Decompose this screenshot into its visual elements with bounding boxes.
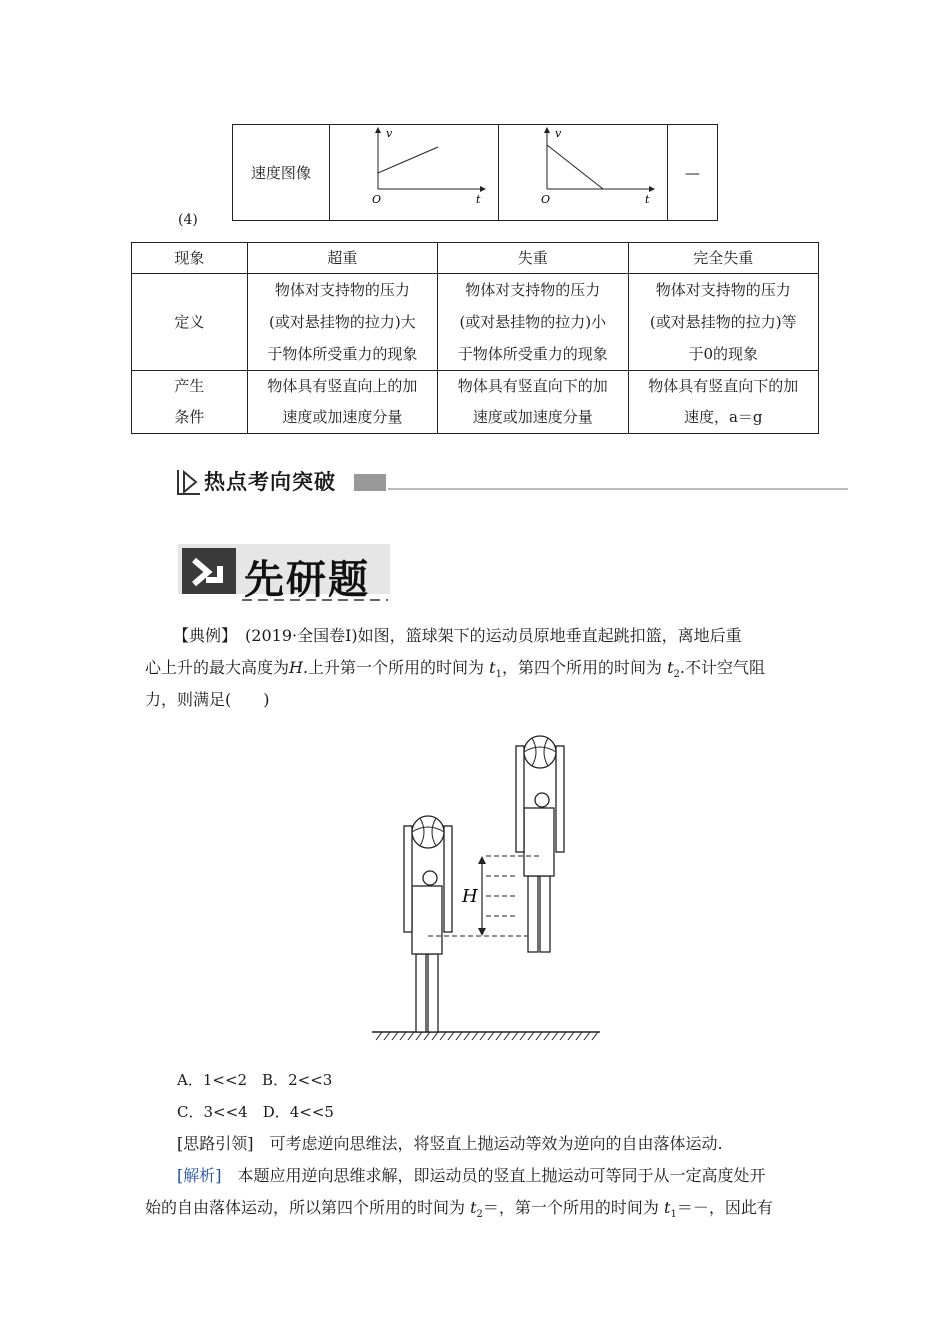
section-arrow-icon xyxy=(176,466,202,496)
question-source: (2019·全国卷Ⅰ) xyxy=(245,626,358,645)
hint-tag: [思路引领] xyxy=(177,1134,254,1153)
header-phenomenon: 现象 xyxy=(132,243,248,274)
hint-paragraph xyxy=(177,1128,827,1160)
cell-line: 物体具有竖直向下的加 xyxy=(648,377,799,395)
definition-overweight xyxy=(247,274,437,371)
item-number-4: (4) xyxy=(178,212,198,228)
section-divider xyxy=(388,488,848,490)
basketball-jump-figure xyxy=(368,730,604,1042)
t1-subscript: 1 xyxy=(495,669,502,681)
axis-v-label: v xyxy=(554,127,562,140)
question-text: 心上升的最大高度为 xyxy=(145,658,290,677)
question-text: ，第四个所用的时间为 xyxy=(501,658,662,677)
analysis-text: ＝，第一个所用的时间为 xyxy=(482,1198,659,1217)
cell-line: 物体具有竖直向下的加 xyxy=(457,377,608,395)
analysis-tag: [解析] xyxy=(177,1166,222,1185)
question-text: 如图，篮球架下的运动员原地垂直起跳扣篮，离地后重 xyxy=(357,626,742,645)
question-text: .不计空气阻 xyxy=(679,658,765,677)
cell-line: 物体对支持物的压力 xyxy=(655,281,791,299)
cell-line: (或对悬挂物的拉力)等 xyxy=(649,313,797,331)
dash-cell: — xyxy=(667,125,717,221)
row-label-definition: 定义 xyxy=(132,274,248,371)
header-complete-weightless: 完全失重 xyxy=(628,243,818,274)
axis-t-label: t xyxy=(475,193,481,206)
cell-line: 物体对支持物的压力 xyxy=(465,281,601,299)
question-paragraph xyxy=(145,620,825,652)
cell-line: 条件 xyxy=(174,408,205,426)
origin-label: O xyxy=(540,193,550,206)
axis-v-label: v xyxy=(385,127,393,140)
option-line-2: C．3<<4 D．4<<5 xyxy=(177,1103,334,1121)
header-overweight: 超重 xyxy=(247,243,437,274)
row-label-velocity: 速度图像 xyxy=(233,125,330,221)
analysis-text: 始的自由落体运动，所以第四个所用的时间为 xyxy=(145,1198,466,1217)
option-line-1: A．1<<2 B．2<<3 xyxy=(177,1071,333,1089)
velocity-graph-decreasing xyxy=(499,125,667,209)
height-symbol: H xyxy=(289,658,303,677)
t2-subscript: 2 xyxy=(673,669,680,681)
header-weightless: 失重 xyxy=(438,243,628,274)
height-label: H xyxy=(462,886,478,907)
cell-line: 速度或加速度分量 xyxy=(282,408,403,426)
weight-phenomena-table xyxy=(131,242,819,434)
condition-complete-weightless xyxy=(628,371,818,434)
graph-cell-2 xyxy=(498,125,667,221)
cell-line: 于0的现象 xyxy=(688,345,759,363)
section-title-block xyxy=(354,474,386,491)
velocity-graph-table xyxy=(232,124,718,221)
origin-label: O xyxy=(371,193,381,206)
analysis-text: 本题应用逆向思维求解，即运动员的竖直上抛运动可等同于从一定高度处开 xyxy=(237,1166,766,1185)
hint-text: 可考虑逆向思维法，将竖直上抛运动等效为逆向的自由落体运动. xyxy=(269,1134,723,1153)
analysis-line-1 xyxy=(177,1160,827,1192)
condition-weightless xyxy=(438,371,628,434)
velocity-graph-increasing xyxy=(330,125,498,209)
graph-cell-1 xyxy=(329,125,498,221)
definition-complete-weightless xyxy=(628,274,818,371)
cell-line: 物体具有竖直向上的加 xyxy=(267,377,418,395)
cell-line: 物体对支持物的压力 xyxy=(274,281,410,299)
condition-overweight xyxy=(247,371,437,434)
cell-line: 产生 xyxy=(174,377,205,395)
question-line-3: 力，则满足( ) xyxy=(145,690,270,709)
cell-line: (或对悬挂物的拉力)小 xyxy=(459,313,607,331)
section-title: 热点考向突破 xyxy=(204,470,336,494)
t1-symbol: t xyxy=(489,658,496,677)
banner-title: 先研题 xyxy=(244,557,370,603)
cell-line: 于物体所受重力的现象 xyxy=(457,345,608,363)
axis-t-label: t xyxy=(644,193,650,206)
cell-line: (或对悬挂物的拉力)大 xyxy=(269,313,416,331)
question-tag: 【典例】 xyxy=(173,626,230,645)
cell-line: 于物体所受重力的现象 xyxy=(267,345,418,363)
question-text: .上升第一个所用的时间为 xyxy=(302,658,485,677)
analysis-text: ＝－，因此有 xyxy=(676,1198,773,1217)
cell-line: 速度，a＝g xyxy=(683,408,763,426)
definition-weightless xyxy=(438,274,628,371)
row-label-condition xyxy=(132,371,248,434)
analysis-line-2: 始的自由落体运动，所以第四个所用的时间为 $t_2=$，第一个所用的时间为 $t_1=-$，因此有 xyxy=(145,1198,773,1221)
t2-symbol: t xyxy=(667,658,674,677)
cell-line: 速度或加速度分量 xyxy=(472,408,593,426)
